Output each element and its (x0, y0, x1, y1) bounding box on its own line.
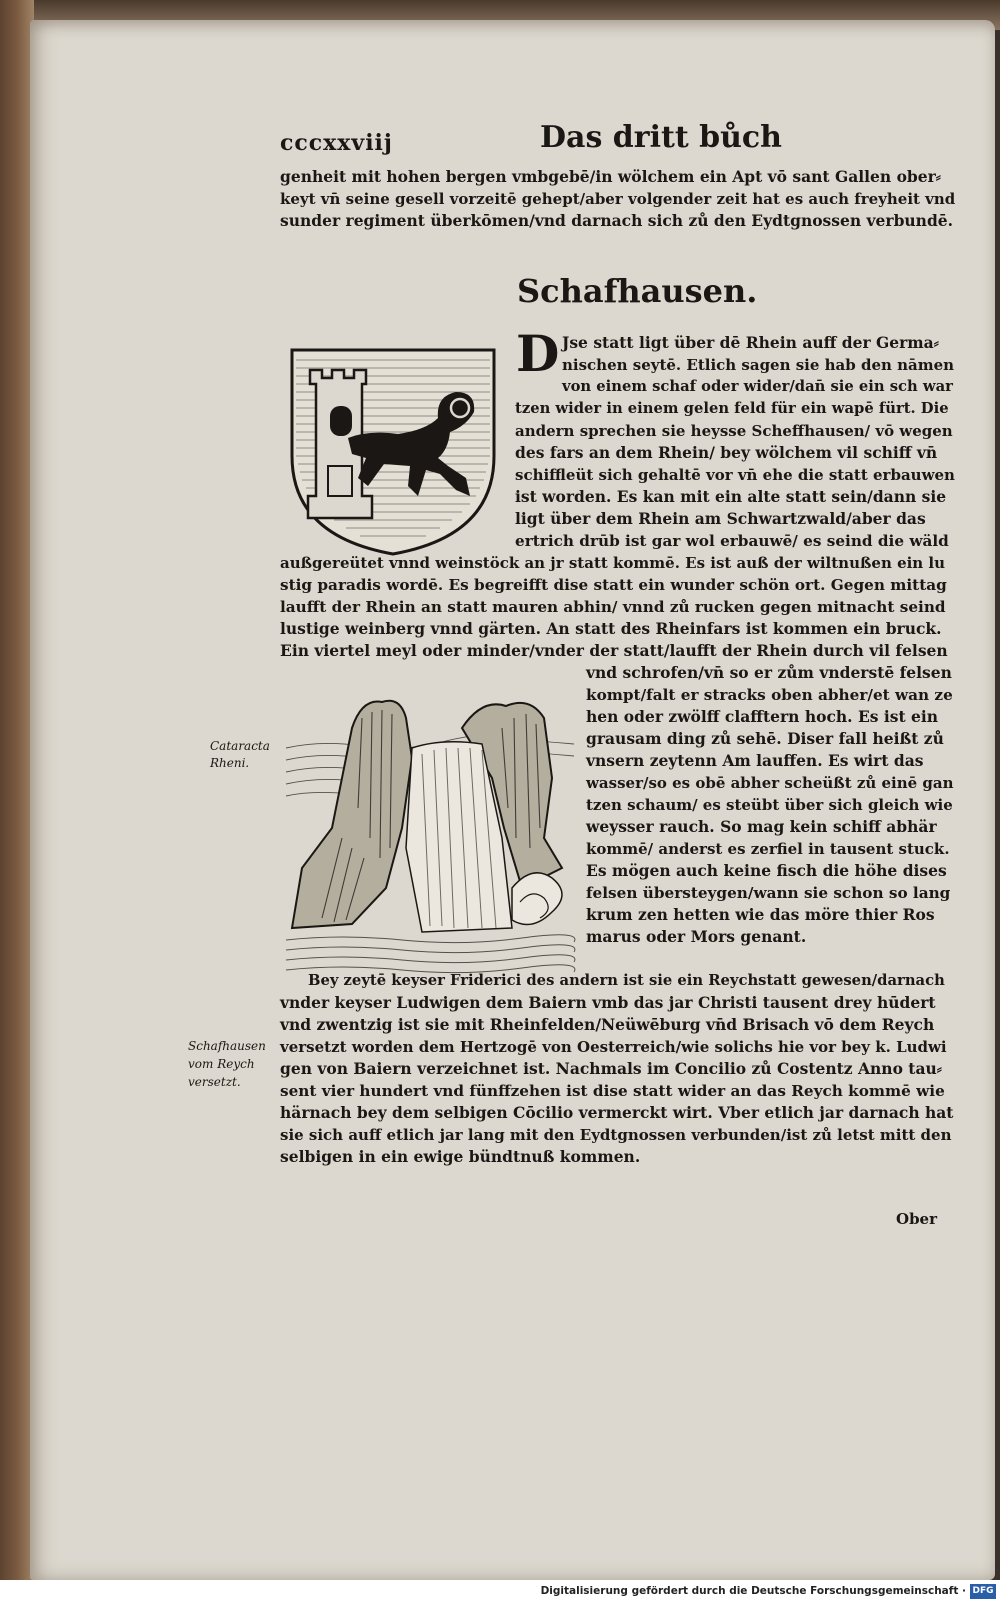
section-title: Schafhausen. (517, 272, 758, 310)
text-line: nischen seytē. Etlich sagen sie hab den nāmen (562, 356, 955, 374)
intro-line: keyt vn̄ seine gesell vorzeitē gehept/aber volgender zeit hat es auch freyheit vnd (280, 190, 956, 208)
text-line: lustige weinberg vnnd gärten. An statt des Rheinfars ist kommen ein bruck. (280, 619, 942, 638)
text-line: ligt über dem Rhein am Schwartzwald/aber das (515, 509, 926, 528)
marginal-note-line: Rheni. (210, 756, 250, 770)
intro-line: genheit mit hohen bergen vmbgebē/in wölchem ein Apt vō sant Gallen ober⸗ (280, 167, 941, 186)
marginal-note-line: versetzt. (188, 1075, 241, 1089)
rhine-falls-woodcut (282, 688, 578, 978)
text-line: andern sprechen sie heysse Scheffhausen/ vō wegen (515, 422, 953, 440)
text-line: selbigen in ein ewige bündtnuß kommen. (280, 1147, 641, 1166)
text-line: des fars an dem Rhein/ bey wölchem vil schiff vn̄ (515, 443, 938, 462)
text-line: krum zen hetten wie das möre thier Ros (586, 905, 935, 924)
running-head: Das dritt bůch (540, 120, 782, 155)
text-line: marus oder Mors genant. (586, 927, 807, 946)
footer-credit: Digitalisierung gefördert durch die Deutsche Forschungsgemeinschaft · (540, 1585, 966, 1597)
text-line: sie sich auff etlich jar lang mit den Eydtgnossen verbunden/ist zů letst mitt den (280, 1126, 952, 1144)
text-line: kommē/ anderst es zerfiel in tausent stuck. (586, 840, 950, 858)
text-line: weysser rauch. So mag kein schiff abhär (586, 817, 937, 836)
coat-of-arms-woodcut (288, 346, 498, 558)
text-line: tzen wider in einem gelen feld für ein wapē fürt. Die (515, 400, 949, 417)
text-line: Jse statt ligt über dē Rhein auff der Germa⸗ (562, 333, 939, 352)
text-line: schiffleüt sich gehaltē vor vn̄ ehe die statt erbauwen (515, 466, 955, 484)
text-line: grausam ding zů sehē. Diser fall heißt zů (586, 729, 944, 748)
text-line: härnach bey dem selbigen Cōcilio vermerckt wirt. Vber etlich jar darnach hat (280, 1103, 954, 1122)
text-line: sent vier hundert vnd fünffzehen ist dise statt wider an das Reych kommē wie (280, 1082, 945, 1100)
folio-number: cccxxviij (280, 130, 393, 156)
drop-cap: D (516, 324, 560, 383)
marginal-note-line: vom Reych (188, 1057, 255, 1071)
book-page (30, 20, 995, 1580)
text-line: stig paradis wordē. Es begreifft dise statt ein wunder schön ort. Gegen mittag (280, 576, 947, 594)
marginal-note-line: Schafhausen (188, 1039, 266, 1053)
intro-line: sunder regiment überkōmen/vnd darnach sich zů den Eydtgnossen verbundē. (280, 211, 954, 230)
text-line: außgereütet vnnd weinstöck an jr statt kommē. Es ist auß der wiltnußen ein lu (280, 554, 946, 572)
text-line: Bey zeytē keyser Friderici des andern ist sie ein Reychstatt gewesen/darnach (308, 972, 945, 989)
text-line: vnder keyser Ludwigen dem Baiern vmb das jar Christi tausent drey hūdert (280, 993, 936, 1012)
text-line: tzen schaum/ es steübt über sich gleich wie (586, 796, 953, 814)
text-line: von einem schaf oder wider/dan̄ sie ein sch war (562, 378, 953, 395)
text-line: vnd zwentzig ist sie mit Rheinfelden/Neüwēburg vn̄d Brisach vō dem Reych (280, 1015, 935, 1034)
text-line: kompt/falt er stracks oben abher/et wan ze (586, 686, 953, 704)
text-line: hen oder zwölff clafftern hoch. Es ist ein (586, 707, 939, 726)
text-line: vnd schrofen/vn̄ so er zům vnderstē felsen (586, 663, 952, 682)
book-binding-edge (0, 0, 34, 1580)
text-line: versetzt worden dem Hertzogē von Oesterreich/wie solichs hie vor bey k. Ludwi (280, 1038, 947, 1056)
text-line: ist worden. Es kan mit ein alte statt sein/dann sie (515, 487, 947, 506)
marginal-note-line: Cataracta (210, 739, 270, 753)
text-line: gen von Baiern verzeichnet ist. Nachmals im Concilio zů Costentz Anno tau⸗ (280, 1059, 942, 1078)
dfg-logo[interactable]: DFG (970, 1584, 996, 1599)
text-line: ertrich drūb ist gar wol erbauwē/ es seind die wäld (515, 532, 949, 550)
text-line: Es mögen auch keine fisch die höhe dises (586, 861, 947, 880)
catchword: Ober (896, 1210, 938, 1228)
text-line: vnsern zeytenn Am lauffen. Es wirt das (586, 751, 924, 770)
text-line: felsen übersteygen/wann sie schon so lang (586, 884, 951, 902)
text-line: Ein viertel meyl oder minder/vnder der statt/laufft der Rhein durch vil felsen (280, 641, 948, 660)
text-line: laufft der Rhein an statt mauren abhin/ vnnd zů rucken gegen mitnacht seind (280, 598, 946, 616)
digitization-footer (0, 1580, 1000, 1604)
text-line: wasser/so es obē abher scheüßt zů einē gan (586, 774, 954, 792)
